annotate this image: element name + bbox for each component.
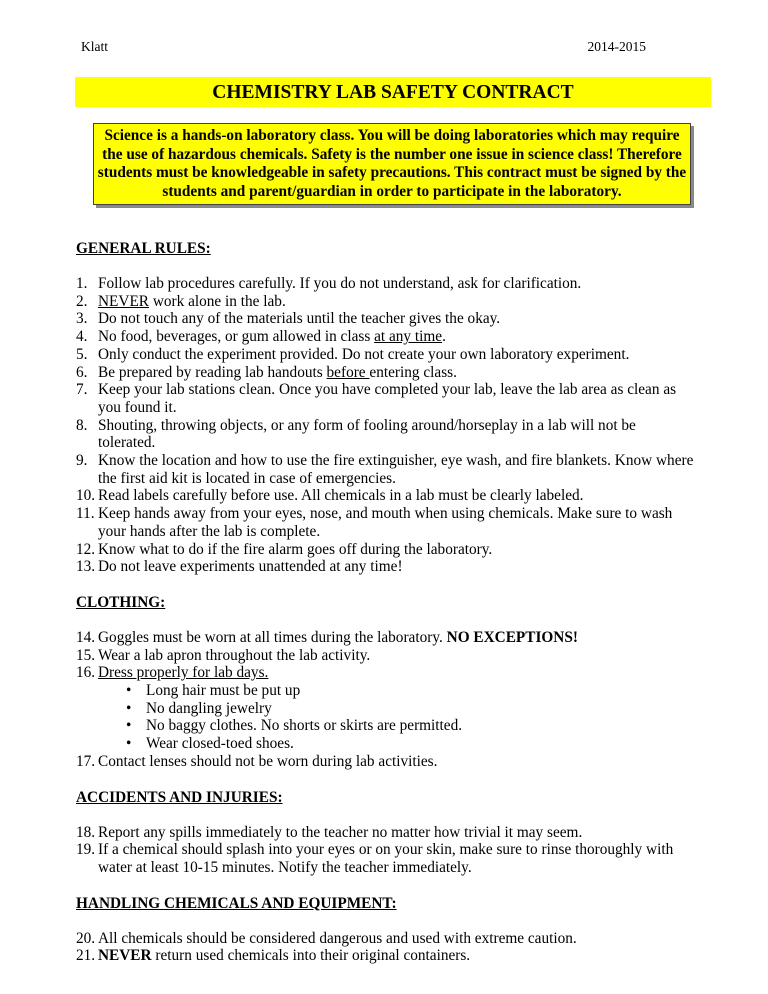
rule-list	[76, 930, 696, 965]
rule-item	[76, 930, 696, 948]
rule-text: NEVER	[98, 947, 152, 965]
rule-item	[76, 275, 696, 293]
rule-number: 4.	[76, 328, 88, 346]
rule-text: Only conduct the experiment provided. Do not create your own laboratory experiment.	[98, 345, 630, 363]
section-heading: CLOTHING:	[76, 593, 166, 611]
rule-number: 17.	[76, 752, 96, 770]
rule-item	[76, 558, 696, 576]
rule-text: Wear a lab apron throughout the lab activity.	[98, 646, 371, 664]
rule-number: 11.	[76, 505, 95, 523]
rule-item	[76, 346, 696, 364]
rule-number: 21.	[76, 947, 96, 965]
rule-text: Goggles must be worn at all times during the laboratory.	[98, 628, 447, 646]
rules-content	[76, 240, 696, 983]
rule-number: 10.	[76, 487, 96, 505]
bullet-text: Wear closed-toed shoes.	[146, 735, 294, 753]
rule-text: Shouting, throwing objects, or any form of fooling around/horseplay in a lab will not be tolerated.	[98, 416, 636, 452]
rule-number: 3.	[76, 310, 88, 328]
rule-number: 9.	[76, 452, 88, 470]
rule-text: return used chemicals into their original containers.	[151, 947, 471, 965]
header-year: 2014-2015	[587, 39, 646, 54]
section-heading: ACCIDENTS AND INJURIES:	[76, 788, 283, 806]
rule-number: 13.	[76, 558, 96, 576]
rule-item	[76, 947, 696, 965]
bullet-item	[124, 735, 696, 753]
bullet-icon: •	[126, 699, 132, 717]
rule-number: 2.	[76, 292, 88, 310]
rule-number: 1.	[76, 275, 88, 292]
rule-text: Do not leave experiments unattended at any time!	[98, 558, 403, 576]
rule-item	[76, 364, 696, 382]
rule-item	[76, 841, 696, 876]
intro-box: Science is a hands-on laboratory class. You will be doing laboratories which may require the use of hazardous chemicals. Safety is the number one issue in science class! Therefore students must be knowledgeable in safety precautions. This contract must be signed by the students and parent/guardian in order to participate in the laboratory.	[93, 123, 691, 205]
rule-item	[76, 664, 696, 682]
rule-text: before	[326, 363, 370, 381]
bullet-icon: •	[126, 735, 132, 753]
document-title: CHEMISTRY LAB SAFETY CONTRACT	[75, 77, 711, 107]
rule-item	[76, 824, 696, 842]
section-heading: HANDLING CHEMICALS AND EQUIPMENT:	[76, 894, 397, 912]
bullet-item	[124, 682, 696, 700]
rule-number: 20.	[76, 929, 96, 947]
rule-text: at any time	[374, 328, 443, 346]
bullet-text: No baggy clothes. No shorts or skirts are permitted.	[146, 717, 463, 735]
bullet-icon: •	[126, 682, 132, 700]
rule-text: Contact lenses should not be worn during lab activities.	[98, 752, 438, 770]
rule-item	[76, 381, 696, 416]
bullet-text: Long hair must be put up	[146, 682, 301, 700]
rule-item	[76, 753, 696, 771]
rule-text: .	[442, 328, 446, 346]
rule-text: Know what to do if the fire alarm goes off during the laboratory.	[98, 540, 493, 558]
rule-text: All chemicals should be considered dangerous and used with extreme caution.	[98, 929, 577, 947]
rule-text: Do not touch any of the materials until the teacher gives the okay.	[98, 310, 501, 328]
rule-list	[76, 275, 696, 576]
rule-number: 8.	[76, 416, 88, 434]
rule-text: NEVER	[98, 292, 149, 310]
header-author: Klatt	[81, 39, 108, 54]
rule-text: Be prepared by reading lab handouts	[98, 363, 327, 381]
rule-text: Keep your lab stations clean. Once you have completed your lab, leave the lab area as clean as you found it.	[98, 381, 677, 416]
rule-item	[76, 505, 696, 540]
rule-text: Keep hands away from your eyes, nose, and mouth when using chemicals. Make sure to wash your hands after the lab is complete.	[98, 505, 673, 540]
rule-number: 15.	[76, 646, 96, 664]
rule-text: entering class.	[369, 363, 457, 381]
rule-text: Report any spills immediately to the teacher no matter how trivial it may seem.	[98, 823, 583, 841]
rule-list	[76, 629, 696, 771]
rule-item	[76, 293, 696, 311]
rule-item	[76, 629, 696, 647]
bullet-item	[124, 717, 696, 735]
bullet-icon: •	[126, 717, 132, 735]
rule-text: Know the location and how to use the fire extinguisher, eye wash, and fire blankets. Know where the first aid kit is located in case of emergencies.	[98, 452, 694, 487]
rule-item	[76, 310, 696, 328]
rule-text: No food, beverages, or gum allowed in class	[98, 328, 375, 346]
rule-item	[76, 417, 696, 452]
rule-text: NO EXCEPTIONS!	[446, 628, 578, 646]
rule-text: Read labels carefully before use. All chemicals in a lab must be clearly labeled.	[98, 487, 584, 505]
rule-number: 18.	[76, 823, 96, 841]
rule-text: If a chemical should splash into your eyes or on your skin, make sure to rinse thoroughly with water at least 10-15 minutes. Notify the teacher immediately.	[98, 841, 674, 876]
rule-number: 7.	[76, 381, 88, 399]
bullet-list	[76, 682, 696, 753]
rule-item	[76, 487, 696, 505]
rule-item	[76, 452, 696, 487]
rule-item	[76, 328, 696, 346]
section-heading: GENERAL RULES:	[76, 240, 211, 257]
rule-number: 16.	[76, 664, 96, 682]
bullet-item	[124, 700, 696, 718]
rule-item	[76, 647, 696, 665]
rule-number: 14.	[76, 628, 96, 646]
rule-item	[76, 541, 696, 559]
rule-number: 6.	[76, 363, 88, 381]
rule-list	[76, 824, 696, 877]
rule-number: 12.	[76, 540, 96, 558]
rule-text: work alone in the lab.	[149, 292, 286, 310]
rule-number: 19.	[76, 841, 96, 859]
bullet-text: No dangling jewelry	[146, 699, 272, 717]
rule-number: 5.	[76, 345, 88, 363]
rule-text: Follow lab procedures carefully. If you do not understand, ask for clarification.	[98, 275, 582, 292]
rule-text: Dress properly for lab days.	[98, 664, 269, 682]
